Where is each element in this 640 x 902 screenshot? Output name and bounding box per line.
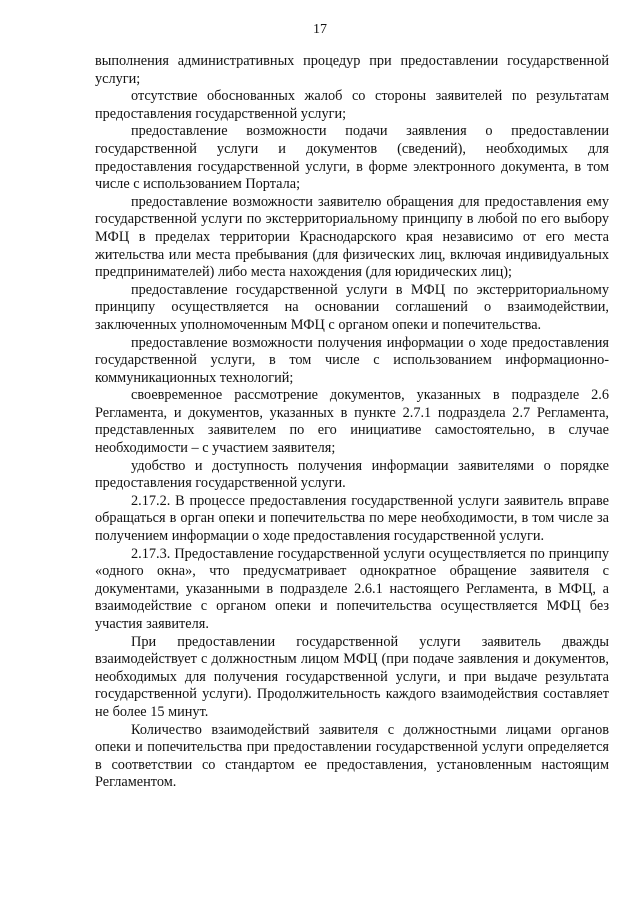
paragraph: При предоставлении государственной услуги заявитель дважды взаимодействует с должностным лицом МФЦ (при подаче заявления и документов, необходимых для получения государственной услуги, и при выдаче результата государственной услуги). Продолжительность каждого взаимодействия составляет не более 15 минут.	[95, 633, 609, 720]
paragraph: отсутствие обоснованных жалоб со стороны заявителей по результатам предоставления государственной услуги;	[95, 88, 609, 122]
paragraph: 2.17.2. В процессе предоставления государственной услуги заявитель вправе обращаться в орган опеки и попечительства по мере необходимости, в том числе за получением информации о ходе предоставления государственной услуги.	[95, 492, 609, 545]
paragraph: предоставление возможности подачи заявления о предоставлении государственной услуги и документов (сведений), необходимых для предоставления государственной услуги, в форме электронного документа, в том числе с использованием Портала;	[95, 123, 609, 193]
page-number: 17	[313, 22, 327, 37]
document-body	[95, 53, 609, 792]
paragraph: Количество взаимодействий заявителя с должностными лицами органов опеки и попечительства при предоставлении государственной услуги определяется в соответствии со стандартом ее предоставления, установленным настоящим Регламентом.	[95, 721, 609, 791]
paragraph: выполнения административных процедур при предоставлении государственной услуги;	[95, 53, 609, 87]
paragraph: своевременное рассмотрение документов, указанных в подразделе 2.6 Регламента, и документов, указанных в пункте 2.7.1 подраздела 2.7 Регламента, представленных заявителем по его инициативе самостоятельно, в случае необходимости – с участием заявителя;	[95, 387, 609, 457]
paragraph: предоставление возможности заявителю обращения для предоставления ему государственной услуги по экстерриториальному принципу в любой по его выбору МФЦ в пределах территории Краснодарского края независимо от его места жительства или места пребывания (для физических лиц, включая индивидуальных предпринимателей) либо места нахождения (для юридических лиц);	[95, 193, 609, 281]
paragraph: предоставление возможности получения информации о ходе предоставления государственной услуги, в том числе с использованием информационно-коммуникационных технологий;	[95, 334, 609, 386]
paragraph: 2.17.3. Предоставление государственной услуги осуществляется по принципу «одного окна», что предусматривает однократное обращение заявителя с документами, указанными в подразделе 2.6.1 настоящего Регламента, в МФЦ, а взаимодействие с органом опеки и попечительства осуществляется МФЦ без участия заявителя.	[95, 545, 609, 632]
paragraph: предоставление государственной услуги в МФЦ по экстерриториальному принципу осуществляется на основании соглашений о взаимодействии, заключенных уполномоченным МФЦ с органом опеки и попечительства.	[95, 281, 609, 333]
paragraph: удобство и доступность получения информации заявителями о порядке предоставления государственной услуги.	[95, 457, 609, 492]
